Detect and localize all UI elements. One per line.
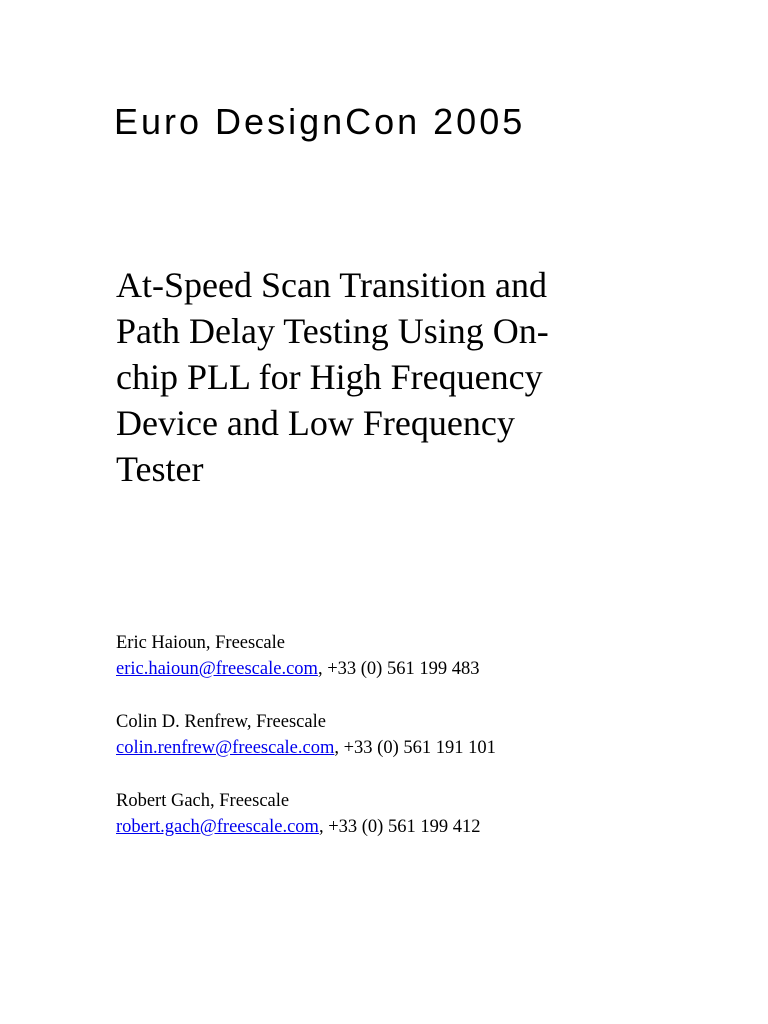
author-list <box>116 630 716 867</box>
author-contact <box>116 735 716 761</box>
author-phone: , +33 (0) 561 191 101 <box>334 738 496 758</box>
author-name: Robert Gach, Freescale <box>116 791 290 811</box>
paper-title <box>116 262 616 492</box>
author-contact <box>116 814 716 840</box>
title-line: At-Speed Scan Transition and <box>116 265 547 305</box>
conference-name: Euro DesignCon 2005 <box>114 101 526 142</box>
author-phone: , +33 (0) 561 199 483 <box>317 659 480 679</box>
title-line: Path Delay Testing Using On- <box>116 311 549 351</box>
author-email-link[interactable]: robert.gach@freescale.com <box>116 817 319 837</box>
author-phone: , +33 (0) 561 199 412 <box>318 817 481 837</box>
author-block <box>116 630 716 682</box>
author-block <box>116 709 716 761</box>
author-block <box>116 788 716 840</box>
author-name: Colin D. Renfrew, Freescale <box>116 712 326 732</box>
author-contact <box>116 656 716 682</box>
title-line: Device and Low Frequency <box>116 403 515 443</box>
author-name: Eric Haioun, Freescale <box>116 633 285 653</box>
author-email-link[interactable]: colin.renfrew@freescale.com <box>116 738 335 758</box>
title-line: chip PLL for High Frequency <box>116 357 543 397</box>
title-line: Tester <box>116 449 204 489</box>
author-email-link[interactable]: eric.haioun@freescale.com <box>116 659 318 679</box>
